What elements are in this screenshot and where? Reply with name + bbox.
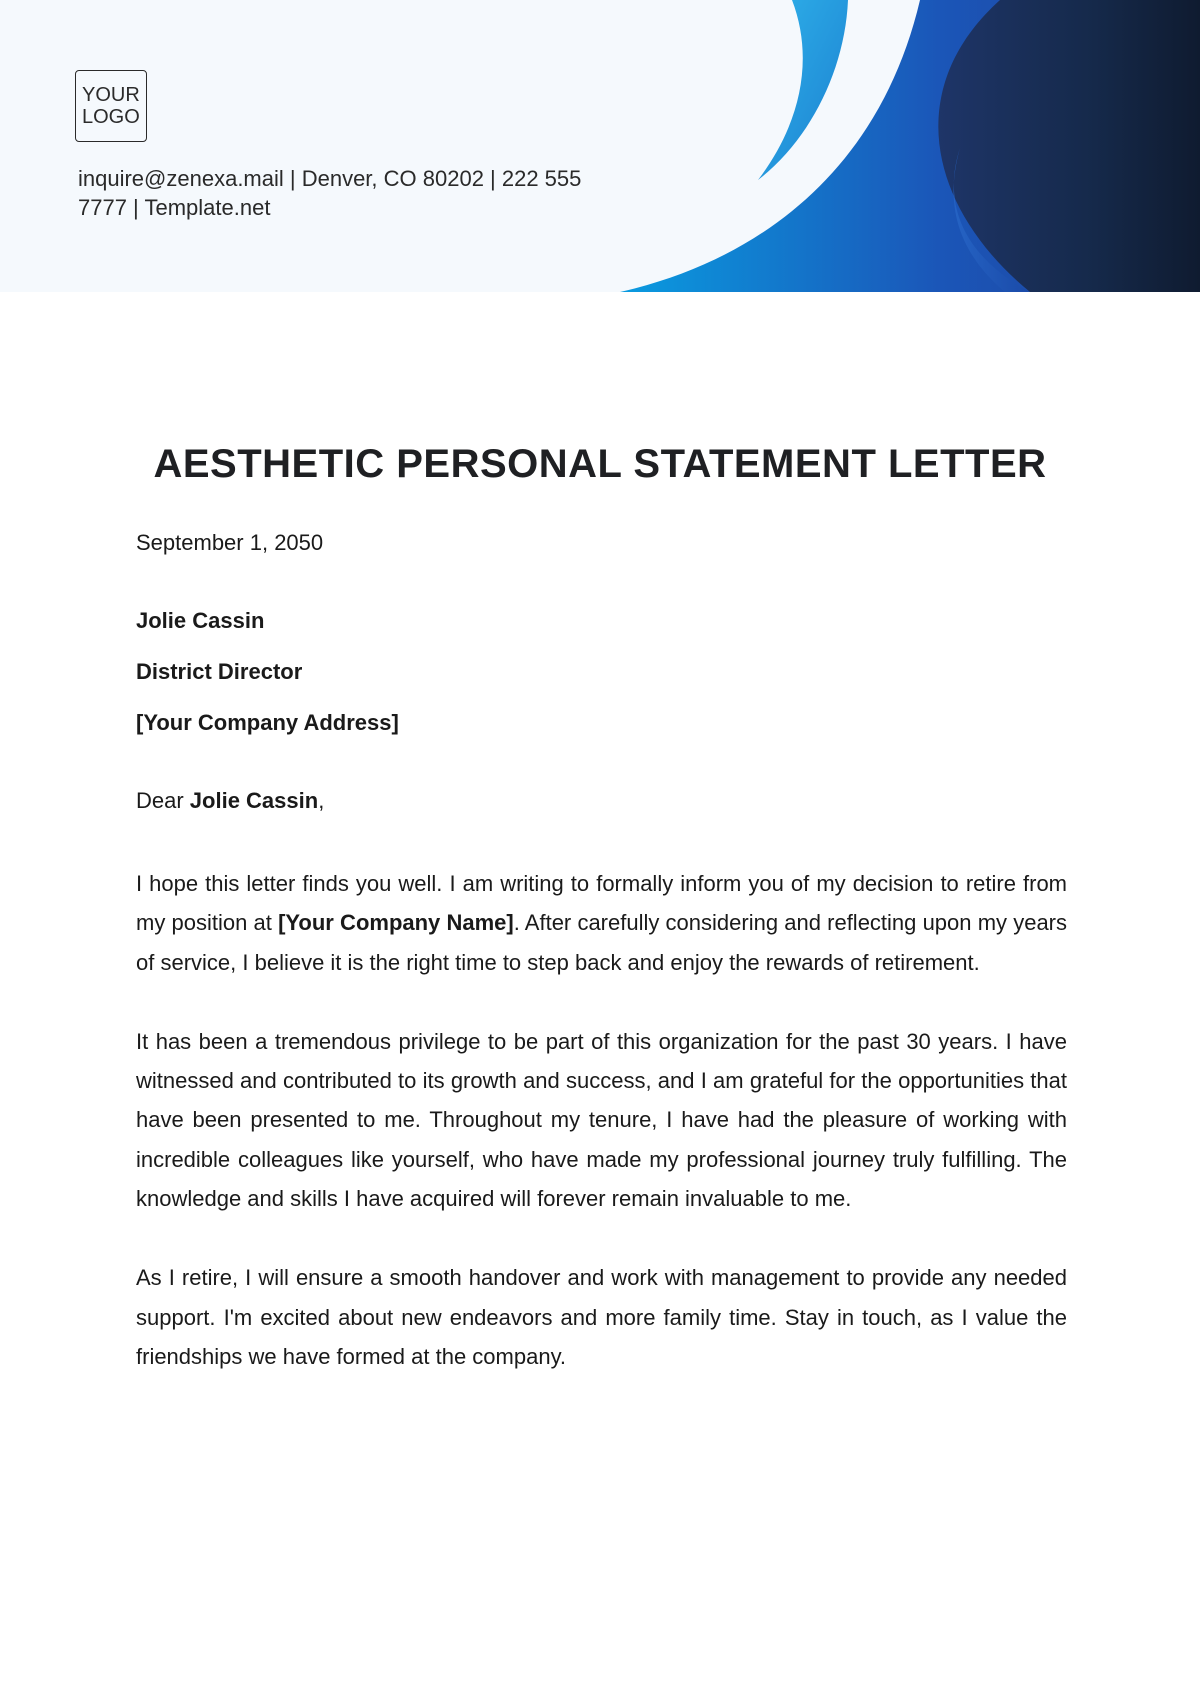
header-band	[0, 0, 1200, 292]
paragraph-3: As I retire, I will ensure a smooth handover and work with management to provide any needed support. I'm excited about new endeavors and more family time. Stay in touch, as I value the friendships we have formed at the company.	[136, 1265, 1067, 1369]
paragraph-1-start: I hope this letter finds you well. I am writing to formally inform you of my decision to retire from my position at	[136, 871, 1067, 936]
letter-date: September 1, 2050	[136, 530, 324, 555]
salutation-name: Jolie Cassin	[189, 788, 319, 813]
recipient-address: [Your Company Address]	[136, 710, 399, 735]
wave-sliver	[758, 0, 848, 180]
header-wave-graphic	[0, 0, 1200, 292]
contact-info	[78, 164, 638, 222]
letter-body	[136, 528, 1067, 1416]
recipient-name: Jolie Cassin	[136, 608, 265, 633]
salutation-suffix: ,	[318, 788, 325, 813]
contact-line-2: 7777 | Template.net	[78, 195, 271, 220]
logo-line-1: YOUR	[82, 84, 140, 106]
paragraph-2: It has been a tremendous privilege to be part of this organization for the past 30 years. I have witnessed and contributed to its growth and success, and I am grateful for the opportunities that have been presented to me. Throughout my tenure, I have had the pleasure of working with incredible colleagues like yourself, who have made my professional journey truly fulfilling. The knowledge and skills I have acquired will forever remain invaluable to me.	[136, 1028, 1067, 1212]
logo-text	[80, 84, 142, 128]
recipient-title: District Director	[136, 659, 303, 684]
company-name-placeholder: [Your Company Name]	[278, 910, 514, 936]
logo-placeholder	[75, 70, 147, 142]
salutation	[136, 786, 1067, 816]
contact-line-1: inquire@zenexa.mail | Denver, CO 80202 | 222 555	[78, 166, 582, 191]
paragraph-1	[136, 864, 1067, 982]
letter-title: AESTHETIC PERSONAL STATEMENT LETTER	[153, 441, 1047, 486]
salutation-prefix: Dear	[136, 788, 190, 813]
logo-line-2: LOGO	[82, 106, 140, 128]
paragraph-1-end: . After carefully considering and reflecting upon my years of service, I believe it is the right time to step back and enjoy the rewards of retirement.	[136, 910, 1068, 975]
